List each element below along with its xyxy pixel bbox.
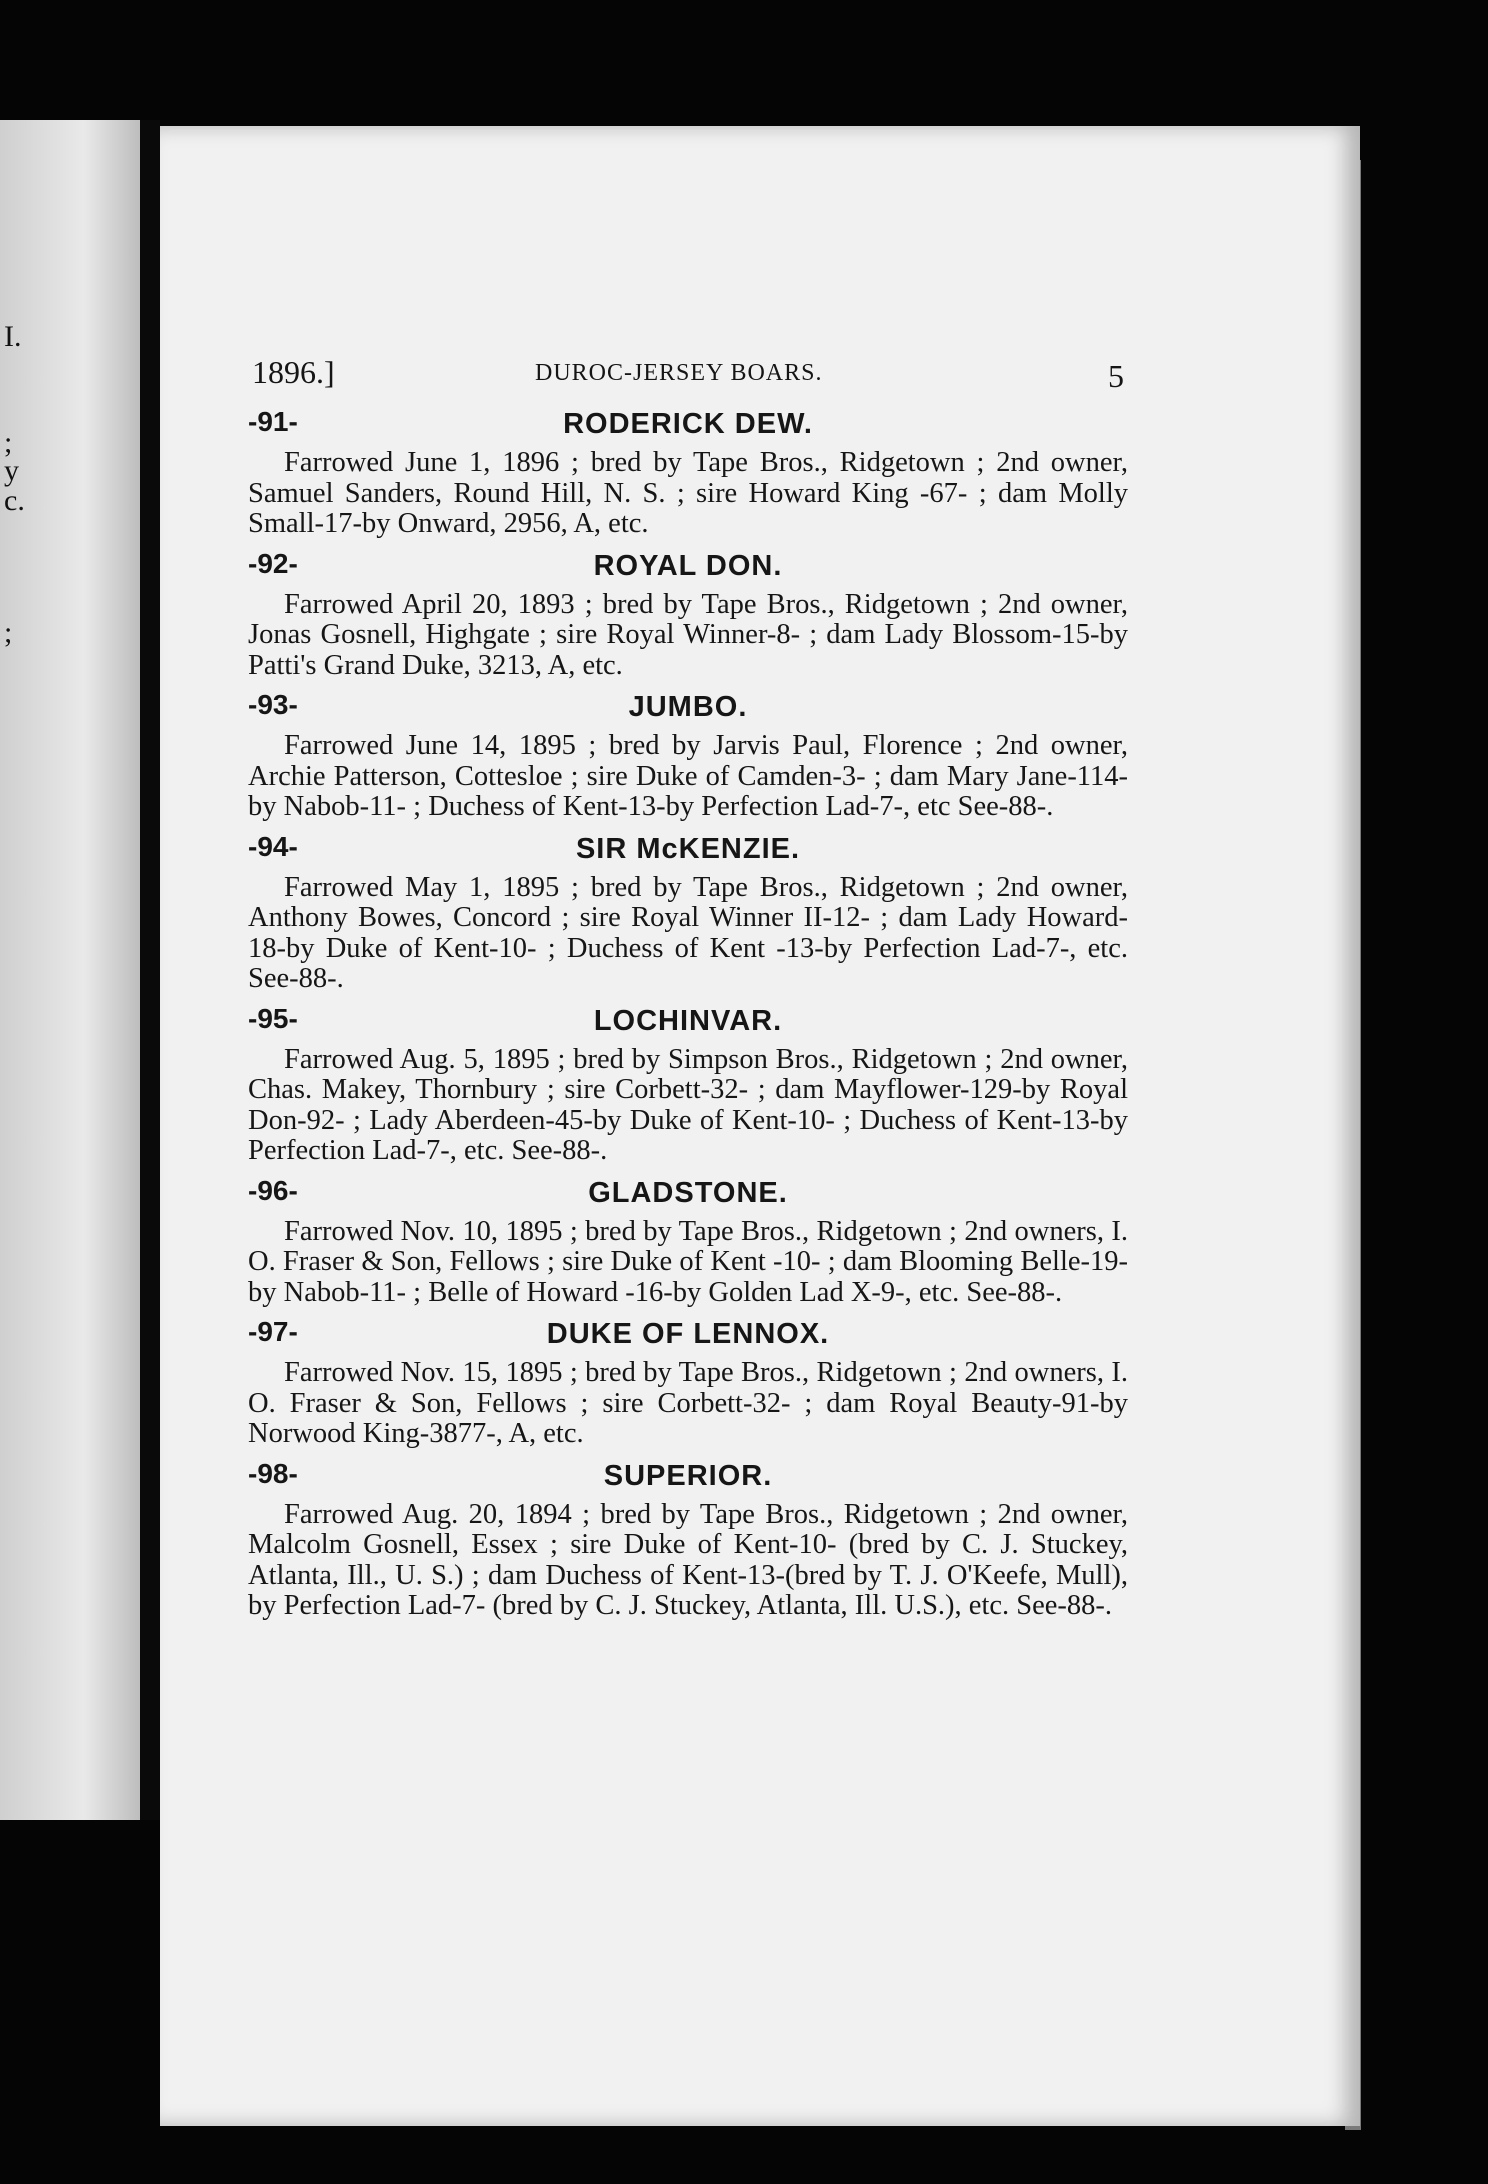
boar-entry: [248, 546, 1128, 682]
entry-number: -97-: [248, 1316, 298, 1347]
boar-entry: [248, 829, 1128, 995]
header-year: 1896.]: [252, 354, 335, 390]
entry-text: Farrowed Nov. 10, 1895 ; bred by Tape Bros., Ridgetown ; 2nd owners, I. O. Fraser & Son, Fellows ; sire Duke of Kent -10- ; dam Blooming Belle-19-by Nabob-11- ; Belle of Howard -16-by Golden Lad X-9-, etc. See-88-.: [248, 1215, 1128, 1308]
entry-text: Farrowed Aug. 20, 1894 ; bred by Tape Bros., Ridgetown ; 2nd owner, Malcolm Gosnell, Essex ; sire Duke of Kent-10- (bred by C. J. Stuckey, Atlanta, Ill., U. S.) ; dam Duchess of Kent-13-(bred by T. J. O'Keefe, Mull), by Perfection Lad-7- (bred by C. J. Stuckey, Atlanta, Ill. U.S.), etc. See-88-.: [248, 1498, 1128, 1621]
entry-name: RODERICK DEW.: [563, 408, 813, 440]
left-page-fragment: I.: [4, 320, 22, 353]
entry-number: -95-: [248, 1002, 298, 1034]
entry-text: Farrowed May 1, 1895 ; bred by Tape Bros., Ridgetown ; 2nd owner, Anthony Bowes, Concord ; sire Royal Winner II-12- ; dam Lady Howard-18-by Duke of Kent-10- ; Duchess of Kent -13-by Perfection Lad-7-, etc. See-88-.: [248, 871, 1128, 994]
boar-entry: [248, 687, 1128, 823]
left-page-fragment: y: [4, 454, 19, 487]
entry-name: JUMBO.: [628, 691, 748, 723]
left-page-fragment: ;: [4, 426, 13, 459]
entry-number: -93-: [248, 689, 298, 720]
book-gutter: [140, 120, 160, 1820]
left-page-edge: [0, 120, 140, 1820]
boar-entry: [248, 1001, 1128, 1167]
entry-name: GLADSTONE.: [588, 1176, 788, 1209]
entry-name: SIR McKENZIE.: [575, 832, 801, 865]
page-number: 5: [1108, 358, 1124, 394]
entry-text: Farrowed April 20, 1893 ; bred by Tape Bros., Ridgetown ; 2nd owner, Jonas Gosnell, Highgate ; sire Royal Winner-8- ; dam Lady Blossom-15-by Patti's Grand Duke, 3213, A, etc.: [248, 588, 1128, 681]
entry-text: Farrowed June 1, 1896 ; bred by Tape Bros., Ridgetown ; 2nd owner, Samuel Sanders, Round Hill, N. S. ; sire Howard King -67- ; dam Molly Small-17-by Onward, 2956, A, etc.: [248, 447, 1128, 539]
entry-number: -92-: [248, 547, 298, 579]
entry-number: -91-: [248, 406, 298, 437]
entry-number: -94-: [248, 830, 298, 862]
entry-list: [248, 404, 1128, 1628]
boar-entry: [248, 404, 1128, 540]
entry-text: Farrowed June 14, 1895 ; bred by Jarvis Paul, Florence ; 2nd owner, Archie Patterson, Cottesloe ; sire Duke of Camden-3- ; dam Mary Jane-114-by Nabob-11- ; Duchess of Kent-13-by Perfection Lad-7-, etc See-88-.: [248, 730, 1128, 822]
left-page-fragment: c.: [4, 484, 25, 517]
book-page: [160, 126, 1360, 2126]
entry-name: DUKE OF LENNOX.: [546, 1318, 830, 1350]
left-page-fragment: ;: [4, 616, 13, 649]
entry-name: SUPERIOR.: [603, 1459, 773, 1492]
header-title: DUROC-JERSEY BOARS.: [535, 360, 823, 386]
entry-name: ROYAL DON.: [593, 549, 783, 582]
entry-number: -98-: [248, 1457, 298, 1489]
entry-name: LOCHINVAR.: [593, 1004, 783, 1037]
boar-entry: [248, 1456, 1128, 1622]
entry-text: Farrowed Aug. 5, 1895 ; bred by Simpson Bros., Ridgetown ; 2nd owner, Chas. Makey, Thornbury ; sire Corbett-32- ; dam Mayflower-129-by Royal Don-92- ; Lady Aberdeen-45-by Duke of Kent-10- ; Duchess of Kent-13-by Perfection Lad-7-, etc. See-88-.: [248, 1043, 1128, 1166]
entry-text: Farrowed Nov. 15, 1895 ; bred by Tape Bros., Ridgetown ; 2nd owners, I. O. Fraser & Son, Fellows ; sire Corbett-32- ; dam Royal Beauty-91-by Norwood King-3877-, A, etc.: [248, 1357, 1128, 1449]
boar-entry: [248, 1173, 1128, 1309]
boar-entry: [248, 1314, 1128, 1450]
entry-number: -96-: [248, 1174, 298, 1206]
